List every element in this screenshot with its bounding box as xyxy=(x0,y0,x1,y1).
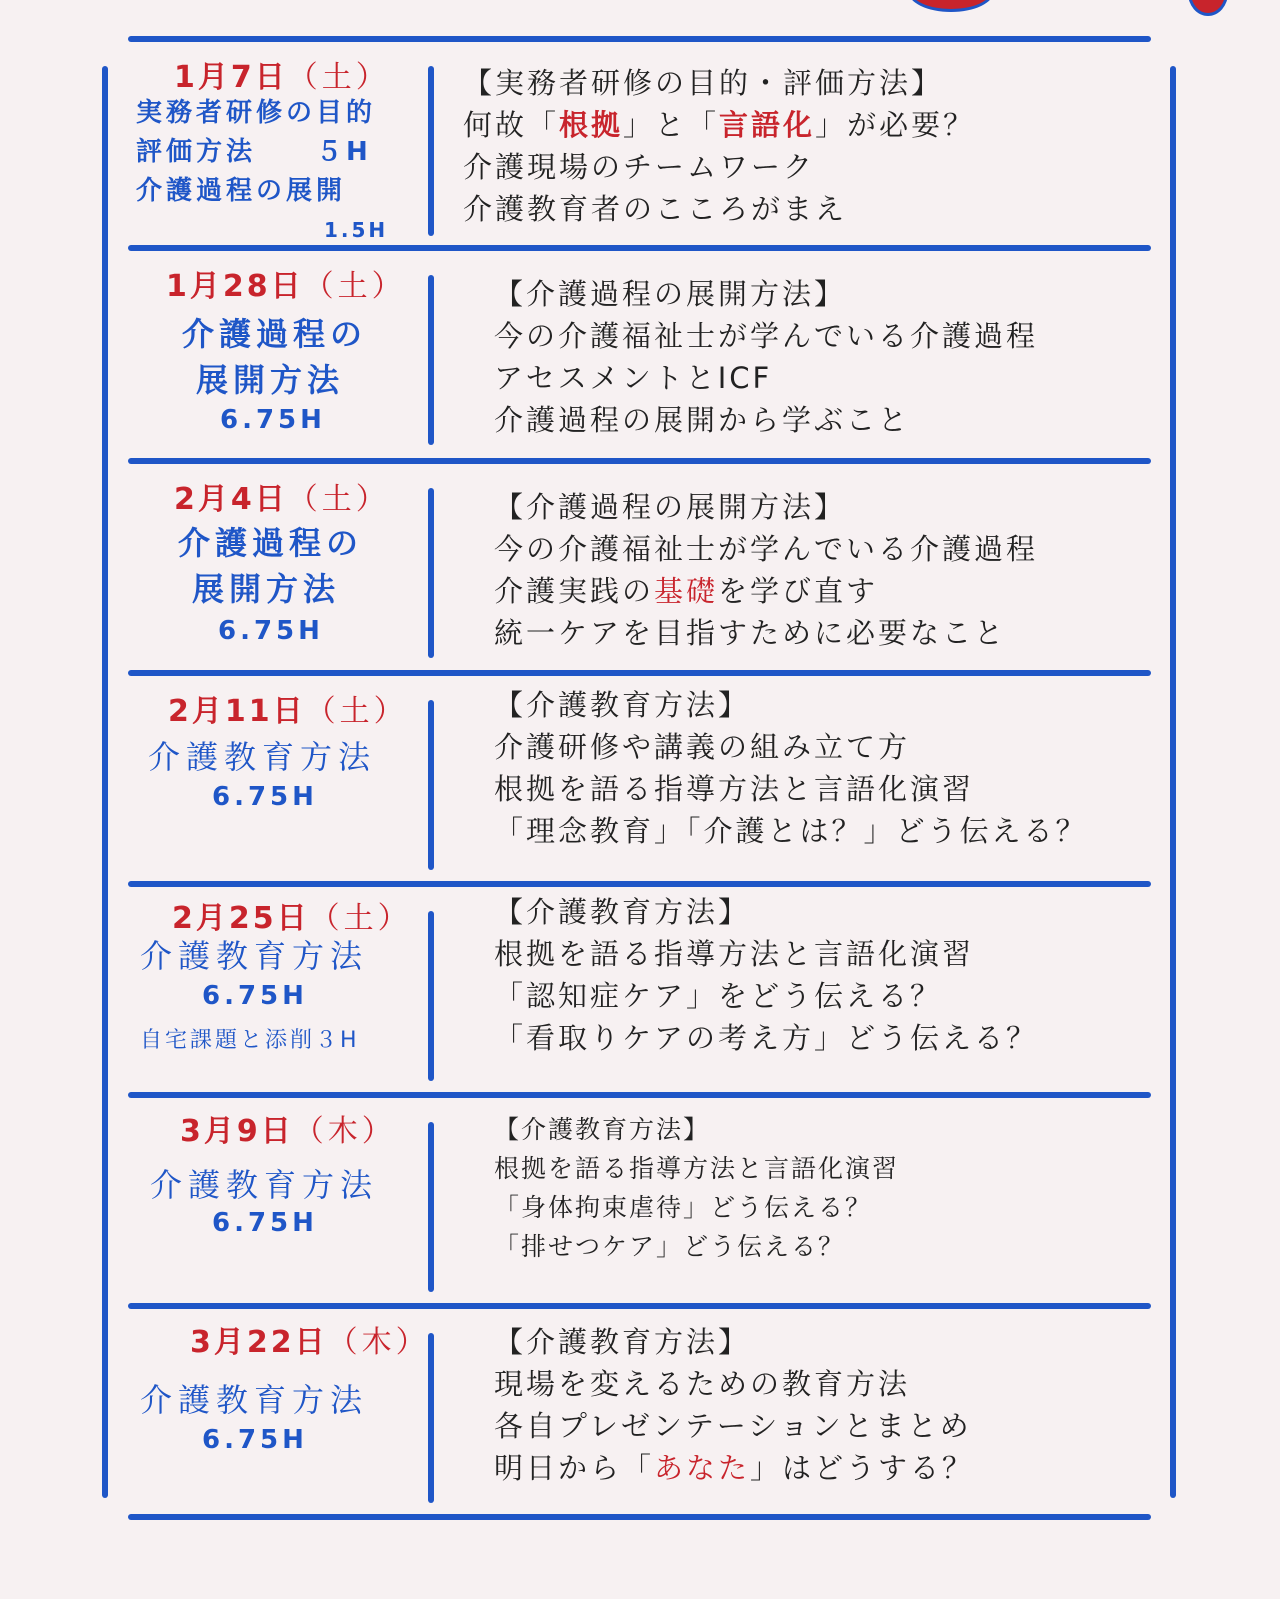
content-line: 「身体拘束虐待」どう伝える？ xyxy=(494,1193,873,1222)
content-line: 統一ケアを目指すために必要なこと xyxy=(494,616,1007,650)
session-date: 2月11日（土） xyxy=(168,694,408,729)
session-hours: 6.75H xyxy=(220,405,326,435)
content-line: 各自プレゼンテーションとまとめ xyxy=(494,1409,972,1443)
session-weekday: （土） xyxy=(305,694,408,729)
session-row xyxy=(128,251,1151,458)
column-divider xyxy=(428,488,434,658)
session-row xyxy=(128,676,1151,881)
session-row xyxy=(128,42,1151,245)
session-date: 1月28日（土） xyxy=(166,269,406,304)
session-row xyxy=(128,1098,1151,1303)
session-hours: 6.75H xyxy=(212,1208,318,1238)
content-line: 現場を変えるための教育方法 xyxy=(494,1367,911,1401)
session-weekday: （土） xyxy=(287,482,390,517)
content-heading: 【実務者研修の目的・評価方法】 xyxy=(463,66,944,100)
content-line: 介護現場のチームワーク xyxy=(463,150,816,184)
content-line: 「看取りケアの考え方」どう伝える？ xyxy=(494,1021,1039,1055)
session-subject: 介護教育方法 xyxy=(150,1166,379,1204)
session-weekday: （土） xyxy=(287,60,390,95)
session-row xyxy=(128,464,1151,670)
session-subject: 介護教育方法 xyxy=(140,937,369,975)
content-line: 根拠を語る指導方法と言語化演習 xyxy=(494,937,975,971)
column-divider xyxy=(428,66,434,236)
content-heading: 【介護教育方法】 xyxy=(494,1115,711,1144)
content-line: 今の介護福祉士が学んでいる介護過程 xyxy=(494,319,1039,353)
session-weekday: （木） xyxy=(327,1325,430,1360)
session-hours: 6.75H xyxy=(202,981,308,1011)
session-content xyxy=(463,62,975,230)
frame-left-border xyxy=(102,66,108,1498)
content-line: 介護実践の基礎を学び直す xyxy=(494,574,879,608)
session-date: 3月9日（木） xyxy=(180,1114,396,1149)
content-line: 根拠を語る指導方法と言語化演習 xyxy=(494,772,975,806)
session-subject: 介護教育方法 xyxy=(148,738,377,776)
session-content xyxy=(494,1321,974,1489)
session-content xyxy=(494,486,1038,654)
content-heading: 【介護過程の展開方法】 xyxy=(494,490,847,524)
content-line: アセスメントとICF xyxy=(494,361,773,395)
session-weekday: （土） xyxy=(303,269,406,304)
session-row xyxy=(128,1309,1151,1514)
content-line: 何故「根拠」と「言語化」が必要？ xyxy=(463,108,976,142)
session-subject: 実務者研修の目的 評価方法 ５H 介護過程の展開 xyxy=(136,98,377,206)
session-row xyxy=(128,887,1151,1092)
content-line: 介護研修や講義の組み立て方 xyxy=(494,730,911,764)
content-line: 介護過程の展開から学ぶこと xyxy=(494,403,911,437)
content-heading: 【介護教育方法】 xyxy=(494,1325,751,1359)
column-divider xyxy=(428,1122,434,1292)
column-divider xyxy=(428,275,434,445)
session-date: 3月22日（木） xyxy=(190,1325,430,1360)
session-subject: 介護過程の 展開方法 xyxy=(178,524,364,608)
column-divider xyxy=(428,911,434,1081)
session-subject: 介護教育方法 xyxy=(140,1381,369,1419)
content-heading: 【介護教育方法】 xyxy=(494,895,751,929)
session-weekday: （土） xyxy=(309,901,412,936)
session-hours: 1.5H xyxy=(324,218,389,242)
content-heading: 【介護教育方法】 xyxy=(494,688,751,722)
frame-right-border xyxy=(1170,66,1176,1498)
content-line: 根拠を語る指導方法と言語化演習 xyxy=(494,1154,900,1183)
session-weekday: （木） xyxy=(293,1114,396,1149)
content-line: 「排せつケア」どう伝える？ xyxy=(494,1232,846,1261)
session-content xyxy=(494,684,1088,852)
session-extra-note: 自宅課題と添削３H xyxy=(140,1028,360,1053)
content-line: 「理念教育」「介護とは？」どう伝える？ xyxy=(494,814,1088,848)
session-content xyxy=(494,1110,899,1266)
top-decoration-circle xyxy=(908,0,994,12)
content-line: 「認知症ケア」をどう伝える？ xyxy=(494,979,943,1013)
session-date: 2月4日（土） xyxy=(174,482,390,517)
session-hours: 6.75H xyxy=(202,1425,308,1455)
session-content xyxy=(494,891,1038,1059)
session-hours: 6.75H xyxy=(212,782,318,812)
column-divider xyxy=(428,700,434,870)
session-hours: 6.75H xyxy=(218,616,324,646)
session-date: 2月25日（土） xyxy=(172,901,412,936)
session-date: 1月7日（土） xyxy=(174,60,390,95)
content-line: 介護教育者のこころがまえ xyxy=(463,192,848,226)
session-content xyxy=(494,273,1038,441)
content-line: 今の介護福祉士が学んでいる介護過程 xyxy=(494,532,1039,566)
top-decoration-badge xyxy=(1188,0,1228,16)
content-line: 明日から「あなた」はどうする？ xyxy=(494,1451,975,1485)
content-heading: 【介護過程の展開方法】 xyxy=(494,277,847,311)
row-separator xyxy=(128,1514,1151,1520)
session-subject: 介護過程の 展開方法 xyxy=(182,315,368,399)
